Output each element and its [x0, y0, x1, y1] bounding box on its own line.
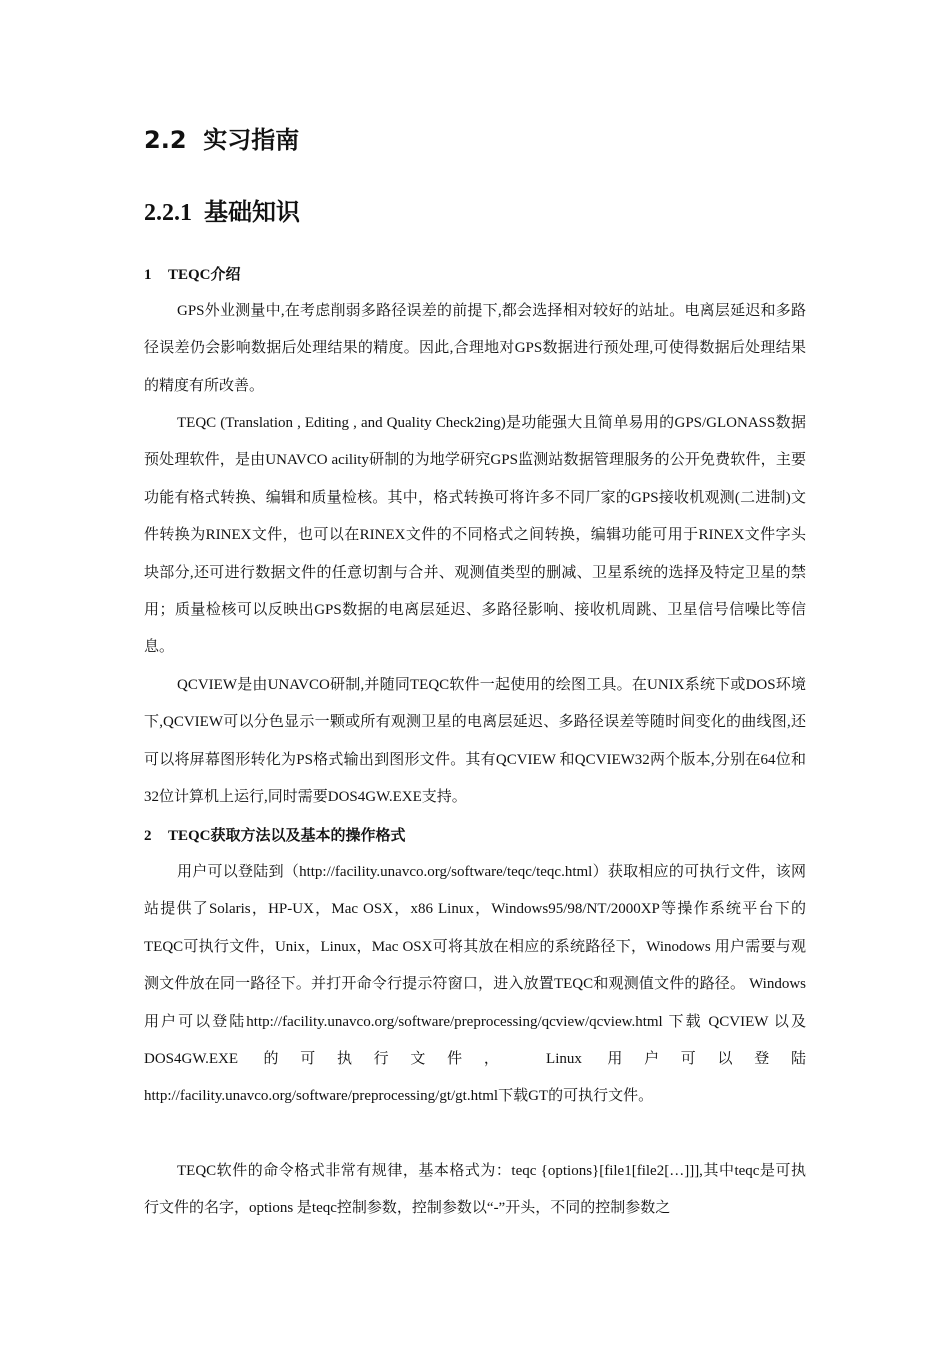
subsection-heading-teqc-intro [144, 265, 241, 285]
subsection-title: TEQC获取方法以及基本的操作格式 [168, 828, 406, 844]
section-heading-2-2-1 [144, 194, 300, 231]
paragraph-command-format: TEQC软件的命令格式非常有规律，基本格式为：teqc {options}[file1[file2[…]]],其中teqc是可执行文件的名字，options 是teqc控制参数，控制参数以“-”开头，不同的控制参数之 [144, 1163, 806, 1217]
paragraph-download-instructions: 用户可以登陆到（http://facility.unavco.org/software/teqc/teqc.html）获取相应的可执行文件，该网站提供了Solaris，HP-UX，Mac OSX，x86 Linux，Windows95/98/NT/2000XP等操作系统平台下的TEQC可执行文件，Unix，Linux，Mac OSX可将其放在相应的系统路径下，Winodows 用户需要与观测文件放在同一路径下。并打开命令行提示符窗口，进入放置TEQC和观测值文件的路径。 Windows 用户可以登陆http://facility.unavco.org/software/preprocessing/qcview/qcview.html 下载 QCVIEW 以及DOS4GW.EXE 的可执行文件， Linux 用户可以登陆http://facility.unavco.org/software/preprocessing/gt/gt.html下载GT的可执行文件。 [144, 864, 806, 1105]
subsection-heading-teqc-usage [144, 826, 406, 846]
heading-title: 实习指南 [203, 126, 300, 154]
heading-title: 基础知识 [204, 198, 300, 226]
heading-number: 2.2.1 [144, 200, 192, 226]
section-heading-2-2 [144, 122, 299, 158]
paragraph-qcview-description: QCVIEW是由UNAVCO研制,并随同TEQC软件一起使用的绘图工具。在UNIX系统下或DOS环境下,QCVIEW可以分色显示一颗或所有观测卫星的电离层延迟、多路径误差等随时间变化的曲线图,还可以将屏幕图形转化为PS格式输出到图形文件。其有QCVIEW 和QCVIEW32两个版本,分别在64位和32位计算机上运行,同时需要DOS4GW.EXE支持。 [144, 677, 806, 806]
subsection-number: 1 [144, 267, 152, 283]
subsection-title: TEQC介绍 [168, 267, 241, 283]
paragraph-gps-preprocessing: GPS外业测量中,在考虑削弱多路径误差的前提下,都会选择相对较好的站址。电离层延迟和多路径误差仍会影响数据后处理结果的精度。因此,合理地对GPS数据进行预处理,可使得数据后处理结果的精度有所改善。 [144, 303, 806, 394]
subsection-number: 2 [144, 828, 152, 844]
paragraph-teqc-description: TEQC (Translation , Editing , and Quality Check2ing)是功能强大且简单易用的GPS/GLONASS数据预处理软件，是由UNAVCO acility研制的为地学研究GPS监测站数据管理服务的公开免费软件，主要功能有格式转换、编辑和质量检核。其中，格式转换可将许多不同厂家的GPS接收机观测(二进制)文件转换为RINEX文件，也可以在RINEX文件的不同格式之间转换，编辑功能可用于RINEX文件字头块部分,还可进行数据文件的任意切割与合并、观测值类型的删减、卫星系统的选择及特定卫星的禁用；质量检核可以反映出GPS数据的电离层延迟、多路径影响、接收机周跳、卫星信号信噪比等信息。 [144, 415, 806, 656]
heading-number: 2.2 [144, 126, 187, 154]
